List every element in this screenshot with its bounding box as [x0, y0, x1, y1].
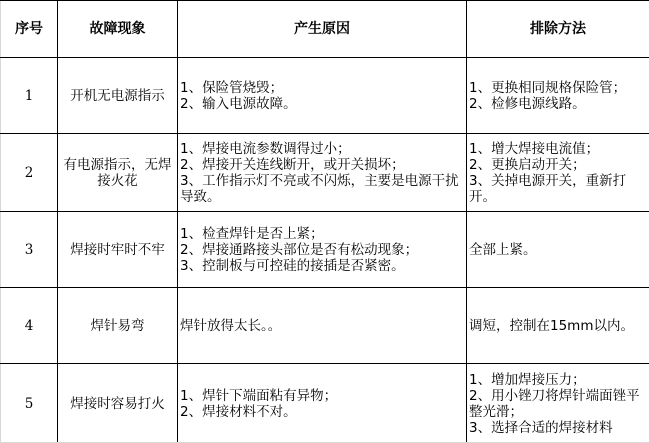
cell-cause[interactable]	[178, 58, 467, 134]
cell-symptom[interactable]: 焊针易弯	[58, 288, 178, 364]
remedy-line: 2、检修电源线路。	[469, 95, 586, 112]
cell-remedy[interactable]	[467, 364, 649, 443]
cell-symptom[interactable]: 焊接时牢时不牢	[58, 212, 178, 288]
cause-line: 1、检查焊针是否上紧；	[180, 225, 324, 242]
remedy-line: 2、更换启动开关；	[469, 156, 586, 173]
table-row	[1, 212, 649, 288]
remedy-line: 3、选择合适的焊接材料	[469, 419, 613, 436]
remedy-line: 2、用小锉刀将焊针端面锉平整光滑；	[469, 387, 640, 420]
cell-cause[interactable]	[178, 364, 467, 443]
cell-remedy[interactable]	[467, 288, 649, 364]
header-row	[1, 1, 649, 58]
cell-seq[interactable]: 2	[1, 134, 58, 212]
remedy-line: 1、增大焊接电流值；	[469, 140, 600, 157]
cell-seq[interactable]: 3	[1, 212, 58, 288]
cell-seq[interactable]: 4	[1, 288, 58, 364]
cause-line: 1、焊针下端面粘有异物；	[180, 387, 338, 404]
cause-line: 3、工作指示灯不亮或不闪烁，主要是电源干扰导致。	[180, 172, 459, 205]
cell-seq[interactable]: 1	[1, 58, 58, 134]
cell-remedy[interactable]	[467, 134, 649, 212]
cell-symptom[interactable]: 焊接时容易打火	[58, 364, 178, 443]
cell-symptom[interactable]: 开机无电源指示	[58, 58, 178, 134]
table-row	[1, 364, 649, 443]
cell-symptom[interactable]: 有电源指示，无焊接火花	[58, 134, 178, 212]
remedy-line: 3、关掉电源开关，重新打开。	[469, 172, 627, 205]
cell-remedy[interactable]	[467, 58, 649, 134]
cause-line: 2、焊接开关连线断开，或开关损坏；	[180, 156, 405, 173]
header-remedy[interactable]: 排除方法	[467, 1, 649, 58]
cause-line: 2、焊接材料不对。	[180, 403, 297, 420]
remedy-line: 1、更换相同规格保险管；	[469, 79, 627, 96]
cause-line: 2、输入电源故障。	[180, 95, 297, 112]
remedy-line: 调短，控制在15mm以内。	[469, 317, 634, 334]
remedy-line: 全部上紧。	[469, 241, 537, 258]
cell-cause[interactable]	[178, 134, 467, 212]
table-row	[1, 134, 649, 212]
cell-cause[interactable]	[178, 288, 467, 364]
cause-line: 焊针放得太长。。	[180, 317, 282, 334]
header-seq[interactable]: 序号	[1, 1, 58, 58]
cell-cause[interactable]	[178, 212, 467, 288]
remedy-line: 1、增加焊接压力；	[469, 371, 586, 388]
header-symptom[interactable]: 故障现象	[58, 1, 178, 58]
cell-remedy[interactable]	[467, 212, 649, 288]
table-row	[1, 58, 649, 134]
cause-line: 1、保险管烧毁；	[180, 79, 284, 96]
header-cause[interactable]: 产生原因	[178, 1, 467, 58]
cause-line: 2、焊接通路接头部位是否有松动现象；	[180, 241, 419, 258]
table-row	[1, 288, 649, 364]
cause-line: 3、控制板与可控硅的接插是否紧密。	[180, 257, 405, 274]
cell-seq[interactable]: 5	[1, 364, 58, 443]
cause-line: 1、焊接电流参数调得过小；	[180, 140, 351, 157]
